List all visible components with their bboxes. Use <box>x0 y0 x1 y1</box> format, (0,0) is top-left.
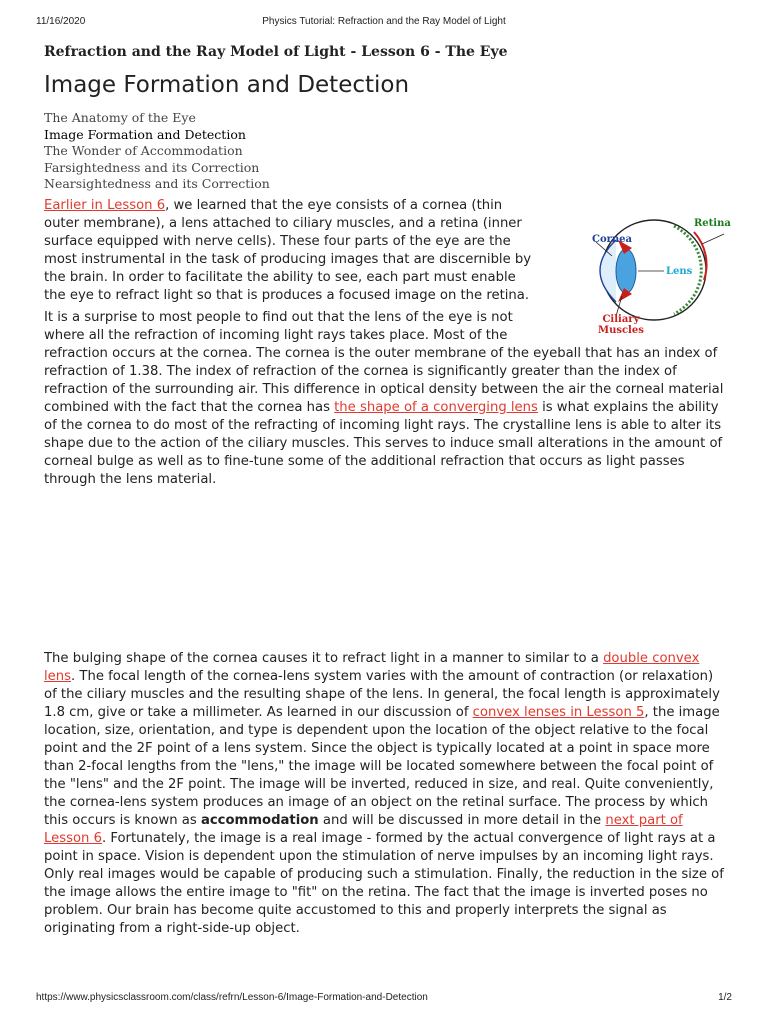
print-footer <box>36 992 732 1006</box>
page-title: Image Formation and Detection <box>44 72 410 98</box>
eye-diagram <box>554 210 734 340</box>
lesson-title: Refraction and the Ray Model of Light - Lesson 6 - The Eye <box>44 44 508 60</box>
toc-item-nearsightedness[interactable]: Nearsightedness and its Correction <box>44 176 270 191</box>
paragraph-3-text-b: . The focal length of the cornea-lens system varies with the amount of contraction (or relaxation) of the ciliary muscles and the resulting shape of the lens. In general, the focal length is approximately 1.8 cm, give or take a millimeter. As learned in our discussion of <box>44 669 720 720</box>
cornea-shape <box>600 240 616 302</box>
link-converging-lens[interactable]: the shape of a converging lens <box>334 400 538 415</box>
link-earlier-lesson-6[interactable]: Earlier in Lesson 6 <box>44 198 166 213</box>
label-ciliary-line2: Muscles <box>598 325 644 336</box>
link-convex-lenses-lesson-5[interactable]: convex lenses in Lesson 5 <box>472 705 645 720</box>
paragraph-2-text-a: It is a surprise to most people to find out that the lens of the eye is not where all the refraction of incoming light rays takes place. Most of the refraction occurs at the cornea. The cornea is the outer membrane of the eyeball that has an index of refraction of 1.38. The index of refraction of the cornea is significantly greater than the index of refraction of the surrounding air. This difference in optical density between the air the corneal material combined with the fact that the cornea has <box>44 310 724 415</box>
toc-item-anatomy[interactable]: The Anatomy of the Eye <box>44 110 196 125</box>
link-next-part-lesson-6[interactable]: next part of Lesson 6 <box>44 813 683 846</box>
lesson-toc <box>44 110 728 193</box>
paragraph-3-text-d: and will be discussed in more detail in the <box>318 813 606 828</box>
print-date: 11/16/2020 <box>36 16 86 27</box>
paragraph-1-text: , we learned that the eye consists of a cornea (thin outer membrane), a lens attached to ciliary muscles, and a retina (inner surface equipped with nerve cells). These four parts of the eye are the most instrumental in the task of producing images that are discernible by the brain. In order to facilitate the ability to see, each part must enable the eye to refract light so that is produces a focused image on the retina. <box>44 198 532 303</box>
label-retina: Retina <box>694 218 731 229</box>
toc-item-farsightedness[interactable]: Farsightedness and its Correction <box>44 159 260 175</box>
toc-item-image-formation: Image Formation and Detection <box>44 126 246 142</box>
print-page-number: 1/2 <box>718 992 732 1003</box>
lens-shape <box>616 249 636 293</box>
print-header <box>36 16 732 30</box>
label-cornea: Cornea <box>592 234 633 245</box>
print-url[interactable]: https://www.physicsclassroom.com/class/refrn/Lesson-6/Image-Formation-and-Detection <box>36 992 428 1003</box>
term-accommodation: accommodation <box>200 813 319 828</box>
paragraph-3 <box>44 650 728 938</box>
label-lens: Lens <box>666 266 693 277</box>
label-ciliary-line1: Ciliary <box>602 314 640 325</box>
retina-pointer <box>702 234 724 244</box>
page-content <box>44 42 731 936</box>
paragraph-2-text-b: is what explains the ability of the cornea to do most of the refracting of incoming light rays. The crystalline lens is able to alter its shape due to the action of the ciliary muscles. This serves to induce small alterations in the amount of corneal bulge as well as to fine-tune some of the additional refraction that occurs as light passes through the lens material. <box>44 400 723 487</box>
paragraph-3-text-c: , the image location, size, orientation, and type is dependent upon the location of the object relative to the focal point and the 2F point of a lens system. Since the object is typically located at a point in space more than 2-focal lengths from the "lens," the image will be located somewhere between the focal point of the "lens" and the 2F point. The image will be inverted, reduced in size, and real. Quite conveniently, the cornea-lens system produces an image of an object on the retinal surface. The process by which this occurs is known as <box>44 705 720 828</box>
eye-diagram-graphic <box>554 210 734 340</box>
paragraph-3-text-a: The bulging shape of the cornea causes it to refract light in a manner to similar to a <box>44 651 604 666</box>
paragraph-3-text-e: . Fortunately, the image is a real image - formed by the actual convergence of light rays at a point in space. Vision is dependent upon the stimulation of nerve impulses by an incoming light rays. Only real images would be capable of producing such a stimulation. Finally, the reduction in the size of the image allows the entire image to "fit" on the retina. The fact that the image is inverted poses no problem. Our brain has become quite accustomed to this and properly interprets the signal as originating from a right-side-up object. <box>44 831 724 936</box>
link-double-convex-lens[interactable]: double convex lens <box>44 651 700 684</box>
toc-item-accommodation[interactable]: The Wonder of Accommodation <box>44 143 243 158</box>
print-title: Physics Tutorial: Refraction and the Ray Model of Light <box>262 16 506 27</box>
label-ciliary-muscles <box>598 314 644 336</box>
